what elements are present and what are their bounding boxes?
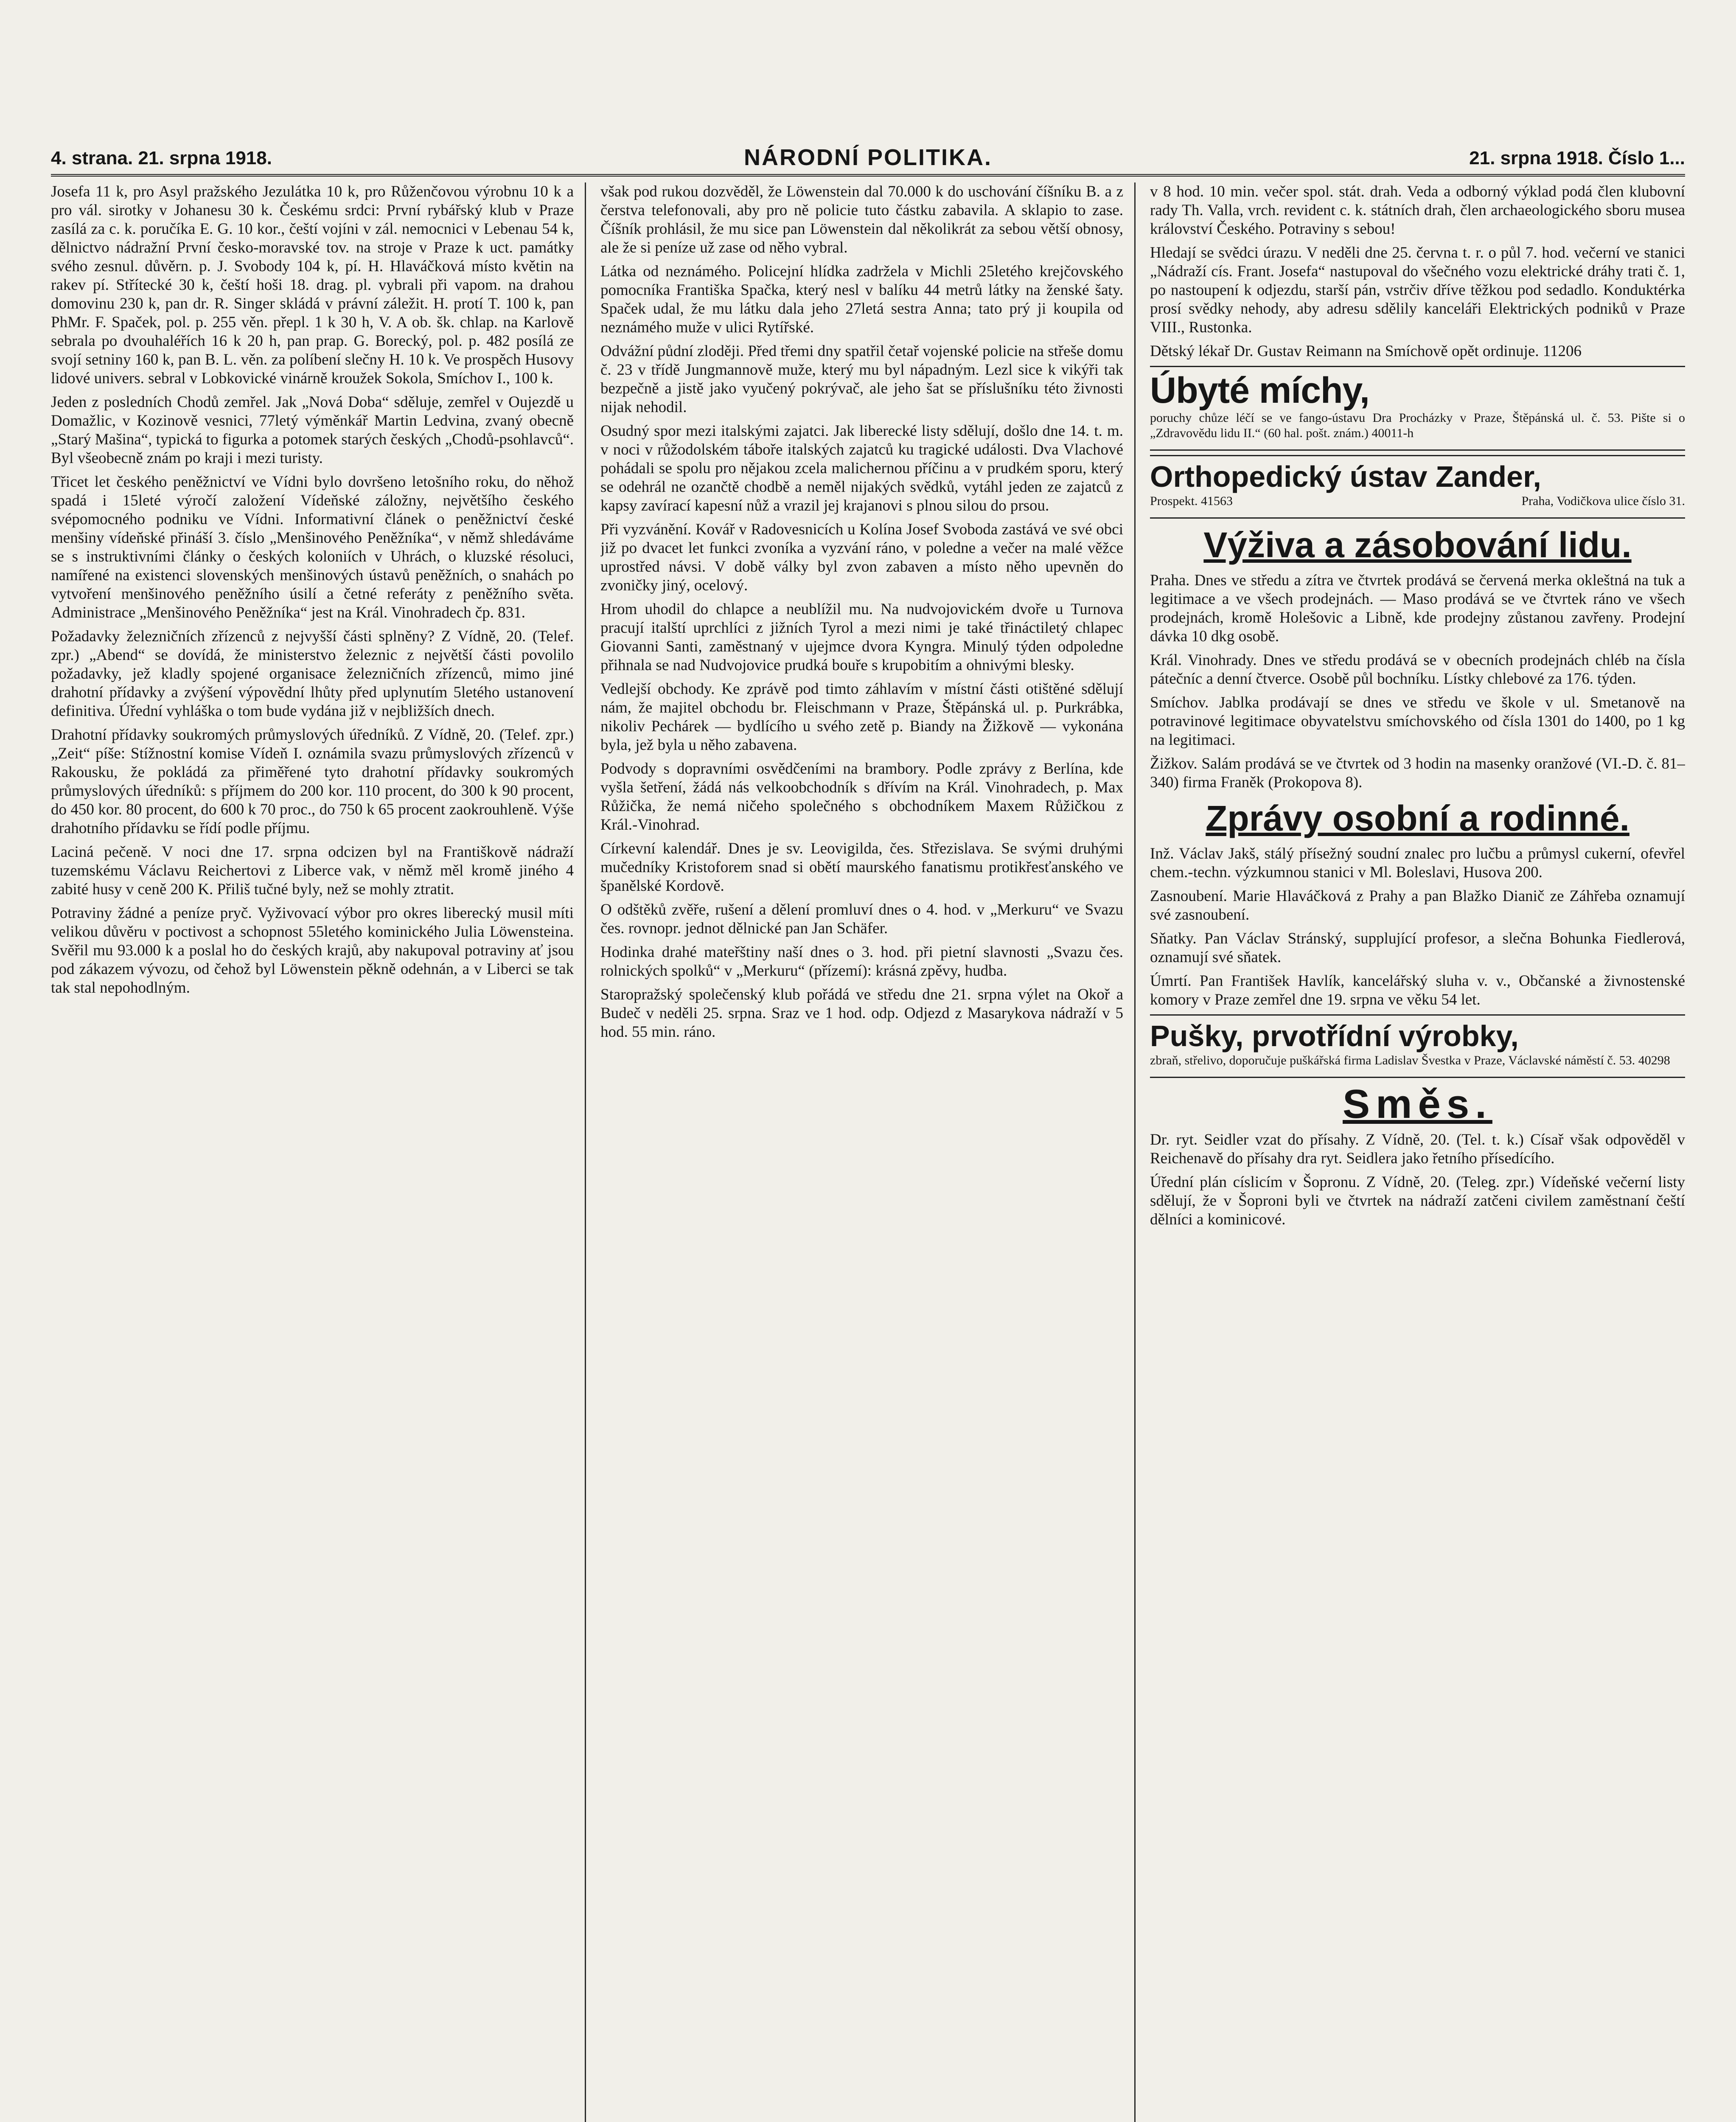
page-masthead xyxy=(51,144,1685,177)
article-col2-11: Hodinka drahé mateřštiny naší dnes o 3. hod. při pietní slavnosti „Svazu čes. rolnických spolků“ v „Merkuru“ (přízemí): krásná zpěvy, hudba. xyxy=(600,943,1123,980)
ad-ubyte-michy xyxy=(1150,366,1685,451)
article-col2-4: Osudný spor mezi italskými zajatci. Jak liberecké listy sdělují, došlo dne 14. t. m. v noci v růžodolském táboře italských zajatců ku tragické události. Dva Vlachové pohádali se spolu pro nějakou zcela malichernou příčinu a v prudkém sporu, který se odehrál ne ozančtě chodbě a neměl nijakých svědků, vytáhl jeden ze zajatců z kapsy zavírací kapesní nůž a vrazil jej krajanovi s plnou silou do prsou. xyxy=(600,422,1123,514)
article-col1-4: Požadavky železničních zřízenců z nejvyšší části splněny? Z Vídně, 20. (Telef. zpr.) „Abend“ se dovídá, že ministerstvo železnic z největší části povolilo požadavky, jež kladly spojené organisace železničních zřízenců, mimo jiné drahotní přídavky a zvýšení výpovědní lhůty před uplynutím 5letého ustanovení definitiva. Úřední vyhláška o tom bude vydána již v nejbližších dnech. xyxy=(51,628,574,720)
newspaper-columns xyxy=(51,182,1685,2122)
article-col2-5: Při vyzvánění. Kovář v Radovesnicích u Kolína Josef Svoboda zastává ve své obci již po dvacet let funkci zvoníka a vyzvání ráno, v poledne a večer na malé věžce uprostřed návsi. V době války byl zvon zabaven a místo něho upevněn do zvoničky jiný, ocelový. xyxy=(600,521,1123,594)
ad-ubyte-michy-title: Úbyté míchy, xyxy=(1150,370,1369,411)
article-col2-12: Staropražský společenský klub pořádá ve středu dne 21. srpna výlet na Okoř a Budeč v neděli 25. srpna. Sraz ve 1 hod. odp. Odjezd z Masarykova nádraží v 5 hod. 55 min. ráno. xyxy=(600,986,1123,1041)
section-heading-vyziva: Výživa a zásobování lidu. xyxy=(1203,525,1632,565)
ad-orthopedicky-foot: Prospekt. 41563 xyxy=(1150,494,1233,508)
article-col1-1: Josefa 11 k, pro Asyl pražského Jezulátka 10 k, pro Růženčovou výrobnu 10 k a pro vál. sirotky v Johanesu 30 k. Českému srdci: První rybářský klub v Praze zasílá za c. k. poručíka E. G. 10 kor., čeští vojíni v zál. nemocnici v Lebenau 54 k, dělnictvo nádražní První česko‑moravské tov. na stroje v Praze k uct. památky svého zesnul. důvěrn. p. J. Svobody 104 k, pí. H. Hlaváčková místo květin na rakev pí. Střítecké 30 k, čeští hoši 18. drag. pl. vybrali při vapom. na drahou domovinu 230 k, pan dr. R. Singer skládá v právní záležit. H. protí T. 100 k, pan PhMr. F. Spaček, pol. p. 255 věn. přepl. 1 k 30 h, V. A ob. šk. chlap. na Karlově sebrala po dvouhaléřích 16 k 20 h, pan prap. G. Borecký, pol. p. 482 posílá ze svojí setniny 160 k, pan B. L. věn. za políbení slečny H. 10 k. Ve prospěch Husovy lidové univers. sebral v Lobkovické vinárně kroužek Sokola, Smíchov I., 100 k. xyxy=(51,183,574,387)
ad-pusky-title: Pušky, prvotřídní výrobky, xyxy=(1150,1019,1519,1053)
column-3 xyxy=(1150,182,1685,2122)
article-col2-1: však pod rukou dozvěděl, že Löwenstein dal 70.000 k do uschování číšníku B. a z čerstva telefonovali, aby pro ně policie tuto částku zabavila. A sklapio to zase. Číšník prohlásil, že mu sice pan Löwenstein dal několikrát za sebou větší obnosy, ale že si peníze už zase od něho vybral. xyxy=(600,183,1123,256)
masthead-right: 21. srpna 1918. Číslo 1... xyxy=(1469,148,1685,168)
ad-pusky xyxy=(1150,1014,1685,1078)
masthead-title: NÁRODNÍ POLITIKA. xyxy=(744,145,992,170)
smes-item-1: Dr. ryt. Seidler vzat do přísahy. Z Vídně, 20. (Tel. t. k.) Císař však odpověděl v Reichenavě do přísahy dra ryt. Seidlera jako řetního přísedícího. xyxy=(1150,1131,1685,1167)
ad-orthopedicky-title: Orthopedický ústav Zander, xyxy=(1150,460,1541,493)
article-col2-2: Látka od neznámého. Policejní hlídka zadržela v Michli 25letého krejčovského pomocníka Františka Spačka, který nesl v balíku 44 metrů látky na ženské šaty. Spaček udal, že mu látku dala jeho 27letá sestra Anna; tato prý ji koupila od neznámého muže v ulici Rytířské. xyxy=(600,263,1123,336)
ad-ubyte-michy-text: poruchy chůze léčí se ve fango-ústavu Dra Procházky v Praze, Štěpánská ul. č. 53. Pište si o „Zdravovědu lidu II.“ (60 hal. pošt. znám.) 40011-h xyxy=(1150,411,1685,440)
article-col2-6: Hrom uhodil do chlapce a neublížil mu. Na nudvojovickém dvoře u Turnova pracují italští uprchlíci z jižních Tyrol a mezi nimi je také třináctiletý chlapec Giovanni Santi, zaměstnaný v ujejmce dvora Kyngra. Minulý týden odpoledne přihnala se nad Nudvojovice prudká bouře s krupobitím a ohnivými blesky. xyxy=(600,601,1123,674)
article-col1-5: Drahotní přídavky soukromých průmyslových úředníků. Z Vídně, 20. (Telef. zpr.) „Zeit“ píše: Stížnostní komise Vídeň I. oznámila svazu průmyslových zřízenců v Rakousku, že pokládá za přiměřené tyto drahotní přídavky soukromých průmyslových úředníků: s příjmem do 200 kor. 110 procent, do 300 k 90 procent, do 450 kor. 80 procent, do 600 k 70 proc., do 750 k 65 procent zaokrouhleně. Výše drahotního přídavku se řídí podle příjmu. xyxy=(51,726,574,837)
ad-pusky-text: zbraň, střelivo, doporučuje puškářská firma Ladislav Švestka v Praze, Václavské náměstí č. 53. 40298 xyxy=(1150,1053,1670,1067)
article-col1-2: Jeden z posledních Chodů zemřel. Jak „Nová Doba“ sděluje, zemřel v Oujezdě u Domažlic, v Kozinově vesnici, 77letý výměnkář Martin Ledvina, zvaný obecně „Starý Mašina“, typická to figurka a potomek starých českých „Chodů‑psohlavců“. Byl všeobecně znám po kraji i mezi turisty. xyxy=(51,393,574,467)
column-2 xyxy=(600,182,1136,2122)
article-col1-3: Třicet let českého peněžnictví ve Vídni bylo dovršeno letošního roku, do něhož spadá i 15leté výročí založení Vídeňské záložny, největšího českého svépomocného podniku ve Vídni. Informativní článek o peněžnictví české menšiny vídeňské přináší 3. číslo „Menšinového Peněžníka“, v němž shledáváme se s instruktivními články o českých koloniích v Uhrách, o kluzské résoluci, namířené na existenci slovenských menšinových ústavů peněžních, o snahách po vytvoření menšinového peněžního úsilí a četné referáty z peněžního světa. Administrace „Menšinového Peněžníka“ jest na Král. Vinohradech čp. 831. xyxy=(51,473,574,621)
article-col3-vyziva-4: Žižkov. Salám prodává se ve čtvrtek od 3 hodin na masenky oranžové (VI.‑D. č. 81–340) firma Franěk (Prokopova 8). xyxy=(1150,755,1685,791)
column-1 xyxy=(51,182,586,2122)
zpravy-item-3: Sňatky. Pan Václav Stránský, supplující profesor, a slečna Bohunka Fiedlerová, oznamují své sňatek. xyxy=(1150,930,1685,966)
zpravy-item-2: Zasnoubení. Marie Hlaváčková z Prahy a pan Blažko Dianič ze Záhřeba oznamují své zasnoubení. xyxy=(1150,887,1685,923)
masthead-left: 4. strana. 21. srpna 1918. xyxy=(51,148,272,168)
zpravy-item-4: Úmrtí. Pan František Havlík, kancelářský sluha v. v., Občanské a živnostenské komory v Praze zemřel dne 19. srpna ve věku 54 let. xyxy=(1150,972,1685,1008)
section-heading-smes: Směs. xyxy=(1343,1081,1492,1127)
article-col2-10: O odštěků zvěře, rušení a dělení promluví dnes o 4. hod. v „Merkuru“ ve Svazu čes. rovnopr. jednot dělnické pan Jan Schäfer. xyxy=(600,901,1123,937)
ad-orthopedicky-ustav xyxy=(1150,455,1685,519)
article-col2-9: Církevní kalendář. Dnes je sv. Leovigilda, čes. Střezislava. Se svými druhými mučedníky Kristoforem snad si obětí maurského fanatismu protikřesťanského ve španělské Kordově. xyxy=(600,840,1123,895)
article-col2-3: Odvážní půdní zloději. Před třemi dny spatřil četař vojenské policie na střeše domu č. 23 v třídě Jungmannově muže, který mu byl nápadným. Lezl sice k vikýři tak bezpečně a jistě jako vyučený pokrývač, ale jeho šat se příslušníku této živnosti nijak nehodil. xyxy=(600,342,1123,416)
article-col2-8: Podvody s dopravními osvědčeními na brambory. Podle zprávy z Berlína, kde vyšla šetření, žádá nás velkoobchodník s dřívím na Král. Vinohradech, p. Max Růžička, že nemá ničeho společného s obchodníkem Maxem Růžičkou z Král.‑Vinohrad. xyxy=(600,760,1123,834)
smes-item-2: Úřední plán císlicím v Šopronu. Z Vídně, 20. (Teleg. zpr.) Vídeňské večerní listy sdělují, že v Šoproni byli ve čtvrtek na nádraží zatčeni civilem zaměstnaní čeští dělníci a kominicové. xyxy=(1150,1173,1685,1228)
section-heading-zpravy: Zprávy osobní a rodinné. xyxy=(1206,798,1629,838)
article-col1-7: Potraviny žádné a peníze pryč. Vyživovací výbor pro okres liberecký musil míti velikou důvěru v poctivost a schopnost 55letého kominického Julia Löwensteina. Svěřil mu 93.000 k a poslal ho do českých krajů, aby nakupoval potraviny ať jsou pod zákazem vývozu, od čehož byl Löwenstein pěkně odehnán, a v Liberci se tak tak stal nepohodlným. xyxy=(51,904,574,996)
article-col3-vyziva-3: Smíchov. Jablka prodávají se dnes ve středu ve škole v ul. Smetanově na potravinové legitimace obyvatelstvu smíchovského od čísla 1301 do 1400, po 1 kg na legitimaci. xyxy=(1150,694,1685,749)
article-col1-6: Laciná pečeně. V noci dne 17. srpna odcizen byl na Františkově nádraží tuzemskému Václavu Reichertovi z Liberce vak, v němž měl kromě jiného 4 zabité husy v ceně 200 K. Přiliš tučné byly, než se mohly ztratit. xyxy=(51,843,574,898)
article-col3-1: v 8 hod. 10 min. večer spol. stát. drah. Veda a odborný výklad podá člen klubovní rady Th. Valla, vrch. revident c. k. státních drah, člen archaeologického sboru musea království Českého. Potraviny s sebou! xyxy=(1150,183,1685,238)
article-col3-vyziva-2: Král. Vinohrady. Dnes ve středu prodává se v obecních prodejnách chléb na čísla pátečníc a denní čtverce. Osobě půl bochníku. Lístky chlebové za 176. týden. xyxy=(1150,651,1685,688)
ad-orthopedicky-text: Praha, Vodičkova ulice číslo 31. xyxy=(1521,494,1685,508)
article-col2-7: Vedlejší obchody. Ke zprávě pod timto záhlavím v místní části otištěné sdělují nám, že majitel obchodu br. Fleischmann v Praze, Štěpánská ul. p. Purkrábka, nikoliv Pechárek — bydlícího u svého zetě p. Biandy na Žižkově — vykonána byla, jež byla u něho zabavena. xyxy=(600,680,1123,754)
zpravy-item-1: Inž. Václav Jakš, stálý přísežný soudní znalec pro lučbu a průmysl cukerní, ofevřel chem.‑techn. výzkumnou stanici v Ml. Boleslavi, Husova 200. xyxy=(1150,845,1685,881)
article-col3-3: Dětský lékař Dr. Gustav Reimann na Smíchově opět ordinuje. 11206 xyxy=(1150,342,1582,360)
article-col3-vyziva-1: Praha. Dnes ve středu a zítra ve čtvrtek prodává se červená merka okleštná na tuk a legitimace a ve všech prodejnách. — Maso prodává se ve čtvrtek ráno ve všech prodejnách, kromě Holešovic a Libně, kde prodejny zůstanou zavřeny. Prodejní dávka 10 dkg osobě. xyxy=(1150,572,1685,645)
article-col3-2: Hledají se svědci úrazu. V neděli dne 25. června t. r. o půl 7. hod. večerní ve stanici „Nádraží cís. Frant. Josefa“ nastupoval do všečného vozu elektrické dráhy trati č. 1, po nastoupení k odjezdu, starší pán, vstrčiv dříve těžkou pod sedadlo. Konduktérka prosí svědky nehody, aby adresu sdělily kanceláři Elektrických podniků v Praze VIII., Rustonka. xyxy=(1150,244,1685,336)
